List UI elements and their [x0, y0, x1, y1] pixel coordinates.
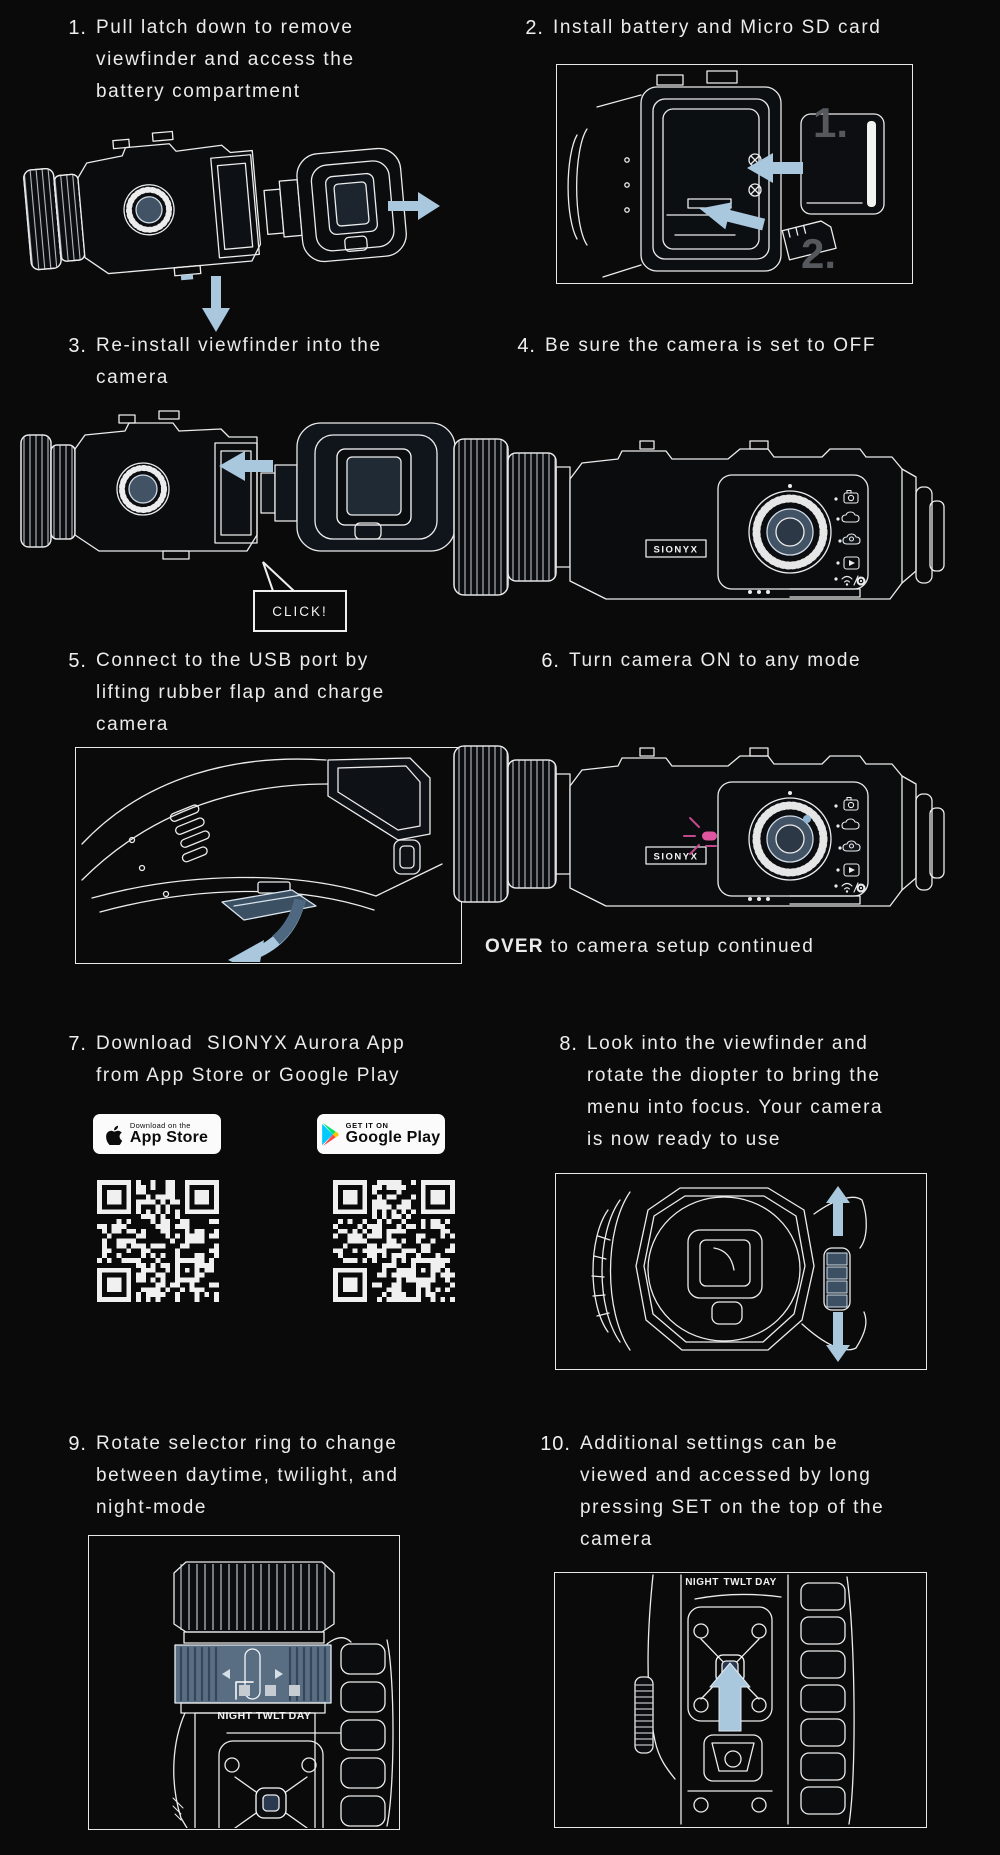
- instruction-line: Look into the viewfinder and: [587, 1033, 869, 1054]
- instruction-line: Install battery and Micro SD card: [553, 17, 882, 38]
- apple-logo-icon: [106, 1124, 123, 1145]
- day-label: DAY: [288, 1710, 312, 1722]
- instruction-line: battery compartment: [96, 81, 301, 102]
- qr-code-appstore: [97, 1180, 219, 1302]
- step-7-instruction: [47, 1028, 457, 1092]
- instruction-line: night-mode: [96, 1497, 208, 1518]
- viewfinder-art: [261, 423, 455, 551]
- selector-ring-band: [175, 1645, 331, 1703]
- instruction-line: viewed and accessed by long: [580, 1465, 872, 1486]
- over-note-bold: OVER: [485, 936, 544, 957]
- set-button-illustration-frame: [554, 1572, 927, 1828]
- instruction-line: Be sure the camera is set to OFF: [545, 335, 877, 356]
- step-10-instruction: [531, 1428, 971, 1556]
- instruction-line: camera: [96, 714, 169, 735]
- camera-viewfinder-removal-illustration: [20, 100, 450, 340]
- over-note-rest: to camera setup continued: [543, 936, 815, 957]
- step-9-instruction: [47, 1428, 457, 1524]
- usb-flap-illustration: [76, 748, 460, 962]
- step-number: 4.: [517, 335, 536, 357]
- arrow-down-icon: [202, 276, 230, 332]
- camera-off-illustration: [450, 413, 965, 618]
- viewfinder-art: [261, 147, 408, 267]
- over-note: [485, 936, 814, 958]
- instruction-line: from App Store or Google Play: [96, 1065, 401, 1086]
- camera-body-art: [21, 411, 257, 559]
- step-2-instruction: [504, 12, 974, 44]
- svg-text:SIONYX: SIONYX: [653, 851, 699, 863]
- open-camera-back-art: [568, 71, 781, 277]
- step-number: 5.: [68, 650, 87, 672]
- step-number: 7.: [68, 1033, 87, 1055]
- twlt-label: TWLT: [255, 1710, 287, 1722]
- step-number: 1.: [68, 17, 87, 39]
- step-number: 10.: [540, 1433, 571, 1455]
- camera-on-illustration: [450, 698, 965, 928]
- arrow-up-icon: [826, 1186, 850, 1236]
- set-button-illustration: [555, 1573, 925, 1826]
- step-number: 6.: [541, 650, 560, 672]
- diopter-wheel: [824, 1248, 850, 1310]
- side-grip-art: [801, 1577, 854, 1824]
- usb-flap-illustration-frame: [75, 747, 462, 964]
- battery-order-number: 1.: [813, 99, 849, 146]
- selector-ring-illustration-frame: [88, 1535, 400, 1830]
- badge-tagline: Download on the: [129, 1120, 191, 1130]
- twlt-label: TWLT: [723, 1577, 753, 1588]
- arrow-down-icon: [826, 1312, 850, 1362]
- battery-sdcard-illustration-frame: [556, 64, 913, 284]
- step-1-instruction: [47, 12, 447, 108]
- side-grip-art: [327, 1638, 393, 1826]
- instruction-line: Rotate selector ring to change: [96, 1433, 398, 1454]
- qr-code-googleplay: [333, 1180, 455, 1302]
- instruction-line: Download SIONYX Aurora App: [96, 1033, 406, 1054]
- svg-text:SIONYX: SIONYX: [653, 544, 699, 556]
- step-5-instruction: [47, 645, 457, 741]
- camera-body-art: [21, 125, 263, 293]
- instruction-line: Re-install viewfinder into the: [96, 335, 382, 356]
- vent-slots-art: [166, 804, 216, 863]
- day-label: DAY: [755, 1577, 777, 1588]
- night-label: NIGHT: [685, 1577, 719, 1588]
- record-button-art: [704, 1735, 762, 1781]
- badge-store-name: Google Play: [345, 1128, 441, 1146]
- instruction-line: menu into focus. Your camera: [587, 1097, 884, 1118]
- viewfinder-underside-art: [328, 758, 430, 874]
- side-wheel-art: [635, 1677, 653, 1753]
- badge-tagline: GET IT ON: [345, 1120, 389, 1130]
- step-4-instruction: [496, 330, 976, 362]
- instruction-line: between daytime, twilight, and: [96, 1465, 399, 1486]
- instruction-line: camera: [580, 1529, 653, 1550]
- diopter-illustration-frame: [555, 1173, 927, 1370]
- step-number: 9.: [68, 1433, 87, 1455]
- step-8-instruction: [538, 1028, 968, 1156]
- instruction-line: Additional settings can be: [580, 1433, 839, 1454]
- sdcard-order-number: 2.: [801, 230, 837, 277]
- click-callout: [253, 590, 347, 632]
- dial-position-dot: [803, 815, 811, 823]
- step-6-instruction: [520, 645, 960, 677]
- selector-ring-illustration: [89, 1536, 398, 1828]
- step-number: 2.: [525, 17, 544, 39]
- instruction-line: pressing SET on the top of the: [580, 1497, 885, 1518]
- dpad-art: [219, 1741, 323, 1828]
- speech-tail-icon: [258, 560, 298, 594]
- step-number: 8.: [559, 1033, 578, 1055]
- instruction-line: Pull latch down to remove: [96, 17, 354, 38]
- night-label: NIGHT: [217, 1710, 253, 1722]
- instruction-line: lifting rubber flap and charge: [96, 682, 385, 703]
- app-store-badge: [93, 1114, 221, 1154]
- instruction-line: is now ready to use: [587, 1129, 782, 1150]
- eyecup-art: [636, 1188, 814, 1350]
- google-play-badge: [317, 1114, 445, 1154]
- instruction-line: Turn camera ON to any mode: [569, 650, 862, 671]
- instruction-line: camera: [96, 367, 169, 388]
- click-label: CLICK!: [272, 603, 328, 619]
- instruction-line: Connect to the USB port by: [96, 650, 369, 671]
- instruction-line: rotate the diopter to bring the: [587, 1065, 881, 1086]
- viewfinder-reinstall-illustration: [15, 395, 470, 590]
- diopter-illustration: [556, 1174, 925, 1368]
- step-number: 3.: [68, 335, 87, 357]
- instruction-line: viewfinder and access the: [96, 49, 355, 70]
- google-play-logo-icon: [322, 1123, 339, 1146]
- badge-store-name: App Store: [129, 1128, 209, 1146]
- battery-sdcard-illustration: [557, 65, 911, 282]
